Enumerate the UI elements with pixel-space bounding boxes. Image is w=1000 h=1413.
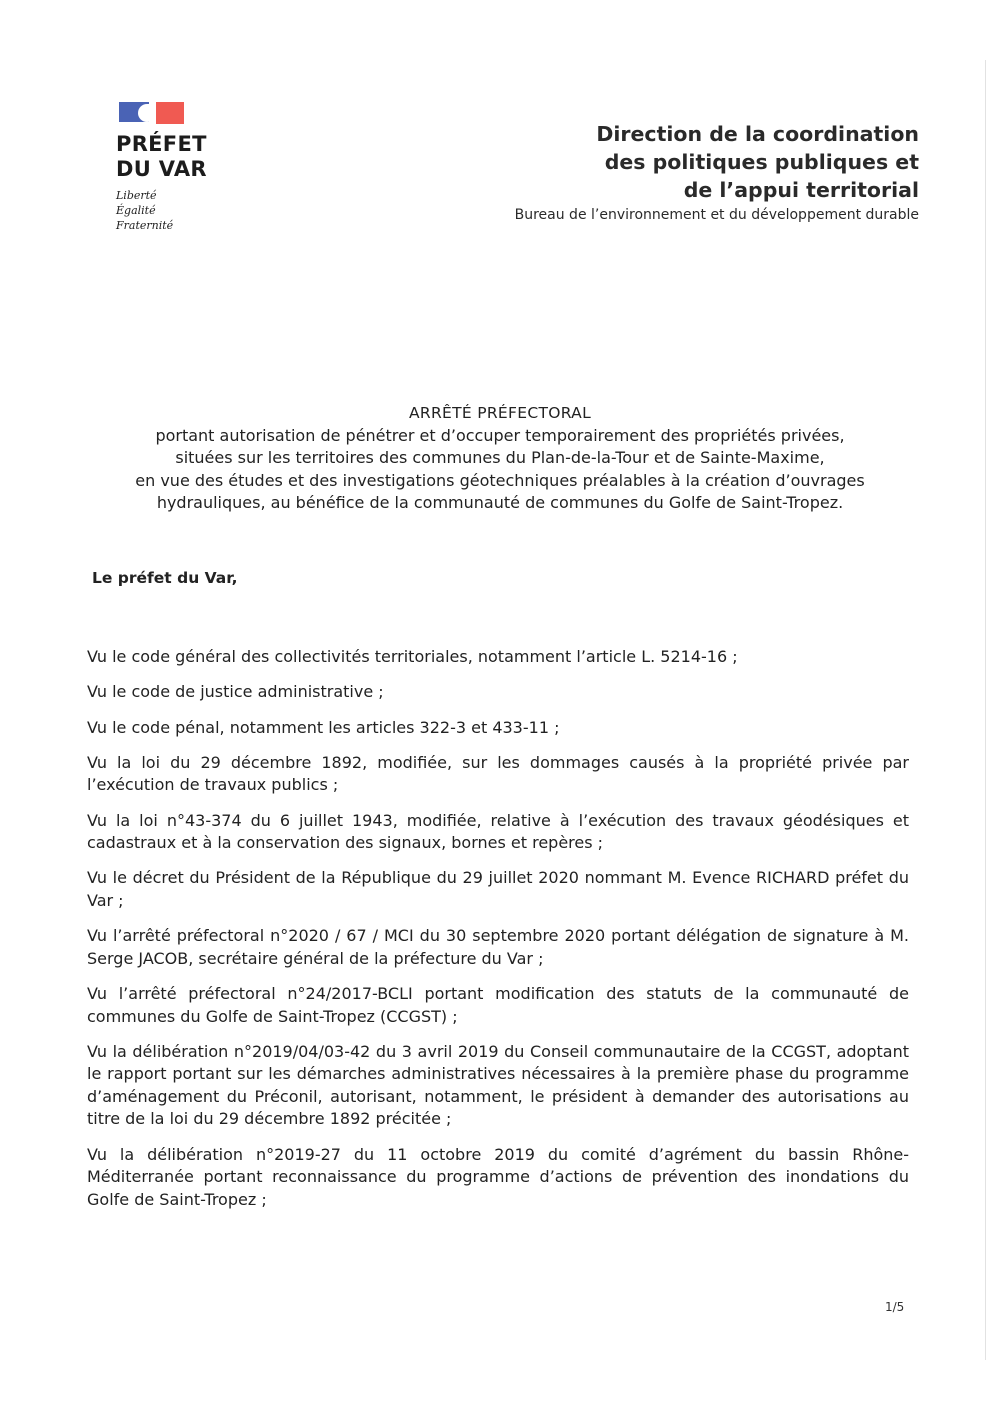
direction-line3: de l’appui territorial [683,178,919,202]
title-line3: situées sur les territoires des communes du Plan-de-la-Tour et de Sainte-Maxime, [175,448,825,467]
visa-item: Vu l’arrêté préfectoral n°24/2017-BCLI portant modification des statuts de la communauté de communes du Golfe de Saint-Tropez (CCGST) ; [87,984,909,1026]
title-line2: portant autorisation de pénétrer et d’occuper temporairement des propriétés privées, [155,425,845,445]
direction-line2: des politiques publiques et [604,150,919,174]
title-line4: en vue des études et des investigations géotechniques préalables à la création d’ouvrages [135,470,865,490]
logo-devise [116,188,236,233]
title-line5: hydrauliques, au bénéfice de la communauté de communes du Golfe de Saint-Tropez. [156,493,844,512]
visa-item: Vu le décret du Président de la République du 29 juillet 2020 nommant M. Evence RICHARD préfet du Var ; [87,868,909,910]
arrete-title [80,402,920,515]
visa-item: Vu le code de justice administrative ; [87,682,384,702]
visa-item: Vu la délibération n°2019-27 du 11 octobre 2019 du comité d’agrément du bassin Rhône-Méditerranée portant reconnaissance du programme d’actions de prévention des inondations du Golfe de Saint-Tropez ; [87,1144,909,1209]
devise-liberte: Liberté [116,189,157,202]
visa-item: Vu le code général des collectivités territoriales, notamment l’article L. 5214-16 ; [87,647,738,666]
visas-list [87,646,909,1211]
visa-item: Vu l’arrêté préfectoral n°2020 / 67 / MCI du 30 septembre 2020 portant délégation de signature à M. Serge JACOB, secrétaire général de la préfecture du Var ; [87,926,909,968]
title-line1: ARRÊTÉ PRÉFECTORAL [408,404,591,422]
devise-egalite: Égalité [116,204,156,217]
logo-title [116,132,236,182]
direction-line1: Direction de la coordination [596,122,919,146]
devise-fraternite: Fraternité [116,219,174,232]
direction-heading [399,120,919,204]
logo-line2: DU VAR [116,157,207,181]
visa-item: Vu la loi du 29 décembre 1892, modifiée, sur les dommages causés à la propriété privée par l’exécution de travaux publics ; [87,752,909,795]
marianne-flag-icon [116,100,186,124]
prefet-intro: Le préfet du Var, [92,569,238,587]
visa-item: Vu le code pénal, notamment les articles 322-3 et 433-11 ; [87,717,560,737]
logo-line1: PRÉFET [116,132,207,156]
visa-item: Vu la délibération n°2019/04/03-42 du 3 avril 2019 du Conseil communautaire de la CCGST, adoptant le rapport portant sur les démarches administratives nécessaires à la première phase du programme d’aménagement du Préconil, autorisant, notamment, le président à demander des autorisations au titre de la loi du 29 décembre 1892 précitée ; [87,1041,909,1129]
visa-item: Vu la loi n°43-374 du 6 juillet 1943, modifiée, relative à l’exécution des travaux géodésiques et cadastraux et à la conservation des signaux, bornes et repères ; [87,810,909,853]
prefet-logo [116,100,236,233]
bureau-subheading: Bureau de l’environnement et du développement durable [514,207,919,223]
page-number: 1/5 [885,1300,905,1314]
scan-edge-line [985,60,986,1360]
